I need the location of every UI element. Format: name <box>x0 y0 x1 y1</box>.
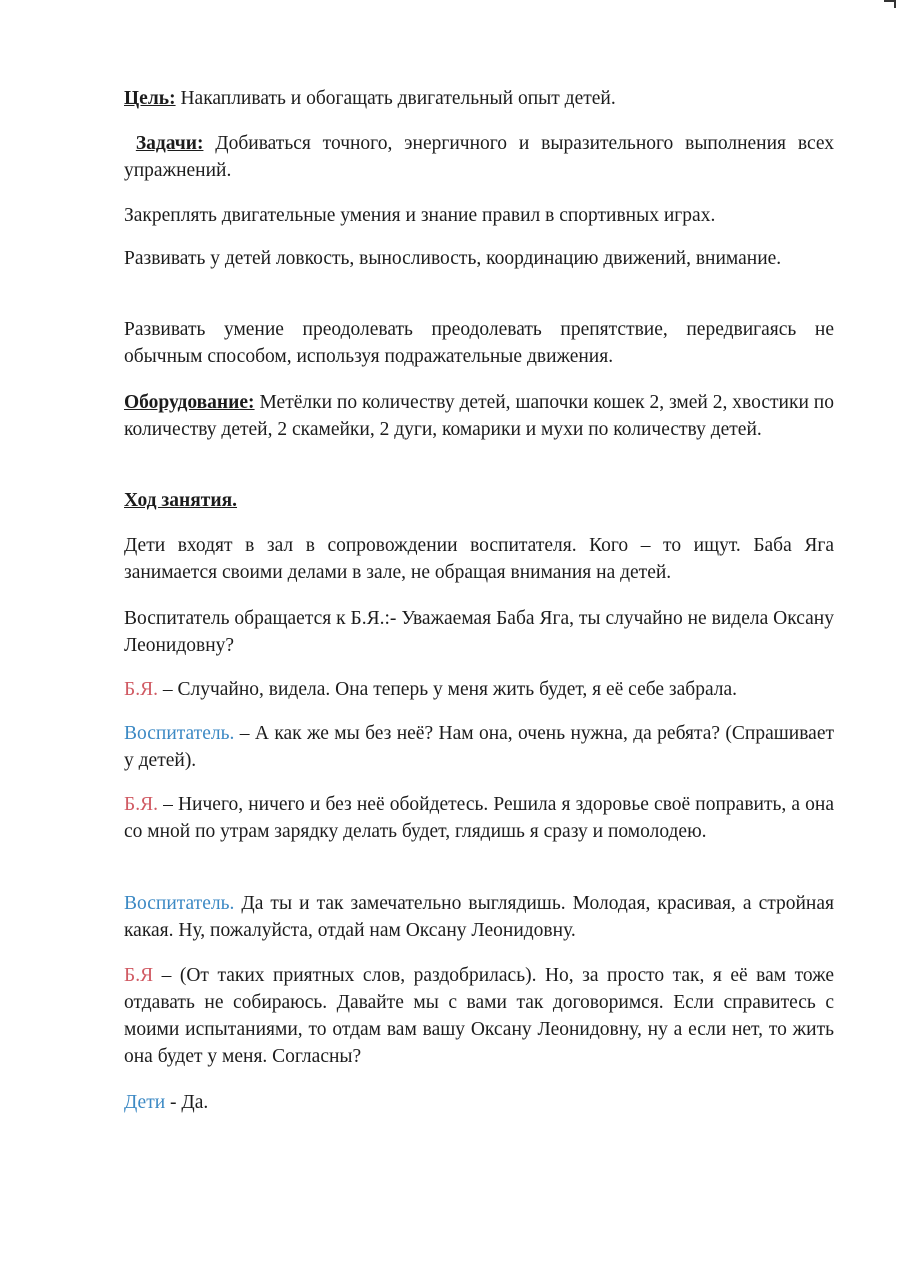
scan-corner-mark <box>884 0 896 8</box>
lesson-address: Воспитатель обращается к Б.Я.:- Уважаемая Баба Яга, ты случайно не видела Оксану Леонидовну? <box>124 608 834 656</box>
goal-paragraph <box>124 85 834 112</box>
tasks-text: Добиваться точного, энергичного и выразительного выполнения всех упражнений. <box>124 133 834 181</box>
task-item-2: Развивать у детей ловкость, выносливость, координацию движений, внимание. <box>124 248 782 269</box>
dialogue-line <box>124 720 834 774</box>
dialogue-text: – Случайно, видела. Она теперь у меня жить будет, я её себе забрала. <box>157 679 738 700</box>
speaker-baba-yaga: Б.Я. <box>124 679 158 700</box>
tasks-paragraph <box>124 130 834 184</box>
equipment-text: Метёлки по количеству детей, шапочки кошек 2, змей 2, хвостики по количеству детей, 2 скамейки, 2 дуги, комарики и мухи по количеству детей. <box>124 392 834 440</box>
dialogue-text: – Ничего, ничего и без неё обойдетесь. Решила я здоровье своё поправить, а она со мной по утрам зарядку делать будет, глядишь я сразу и помолодею. <box>124 794 834 842</box>
speaker-children: Дети <box>124 1092 166 1113</box>
dialogue-text: – (От таких приятных слов, раздобрилась). Но, за просто так, я её вам тоже отдавать не собираюсь. Давайте мы с вами так договоримся. Если справитесь с моими испытаниями, то отдам вам вашу Оксану Леонидовну, ну а если нет, то жить она будет у меня. Согласны? <box>124 965 834 1067</box>
speaker-baba-yaga: Б.Я <box>124 965 154 986</box>
dialogue-line <box>124 1089 834 1116</box>
speaker-baba-yaga: Б.Я. <box>124 794 158 815</box>
goal-text: Накапливать и обогащать двигательный опыт детей. <box>175 88 616 109</box>
dialogue-line <box>124 791 834 845</box>
tasks-label: Задачи: <box>135 133 204 154</box>
equipment-paragraph <box>124 389 834 443</box>
task-item-1: Закреплять двигательные умения и знание правил в спортивных играх. <box>124 205 716 226</box>
dialogue-line <box>124 676 834 703</box>
task-item-3: Развивать умение преодолевать преодолевать препятствие, передвигаясь не обычным способом, используя подражательные движения. <box>124 319 834 367</box>
dialogue-line <box>124 962 834 1070</box>
lesson-intro: Дети входят в зал в сопровождении воспитателя. Кого – то ищут. Баба Яга занимается своими делами в зале, не обращая внимания на детей. <box>124 535 834 583</box>
lesson-heading-text: Ход занятия. <box>124 490 238 511</box>
speaker-educator: Воспитатель. <box>124 723 235 744</box>
dialogue-text: – А как же мы без неё? Нам она, очень нужна, да ребята? (Спрашивает у детей). <box>124 723 834 771</box>
dialogue-text: Да ты и так замечательно выглядишь. Молодая, красивая, а стройная какая. Ну, пожалуйста, отдай нам Оксану Леонидовну. <box>124 893 834 941</box>
equipment-label: Оборудование: <box>124 392 255 413</box>
lesson-heading <box>124 487 834 514</box>
speaker-educator: Воспитатель. <box>124 893 235 914</box>
dialogue-line <box>124 890 834 944</box>
goal-label: Цель: <box>124 88 176 109</box>
dialogue-text: - Да. <box>165 1092 209 1113</box>
